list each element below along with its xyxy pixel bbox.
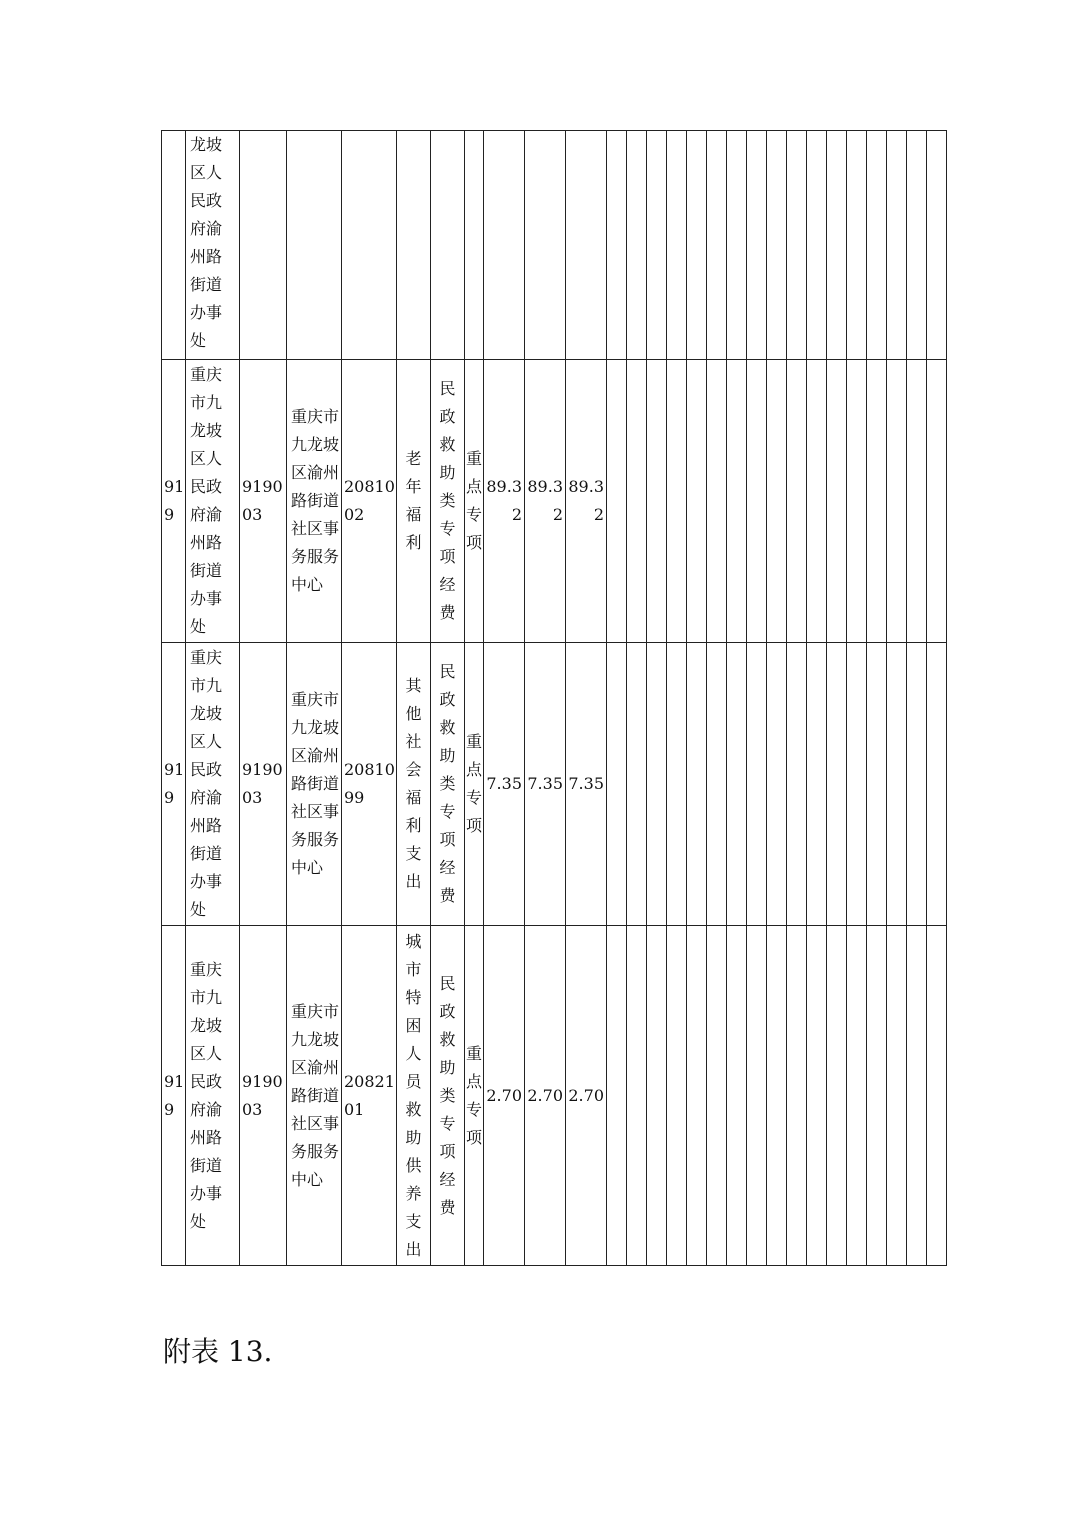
amount-cell-text: 7.35 (486, 774, 522, 793)
empty-cell (927, 131, 947, 360)
index-cell (162, 131, 186, 360)
project-category-cell (465, 643, 484, 926)
subject-code-cell (342, 131, 397, 360)
empty-cell (747, 360, 767, 643)
unit-code-cell (240, 643, 287, 926)
table-row (162, 926, 947, 1266)
project-type-cell (431, 926, 465, 1266)
empty-cell (927, 926, 947, 1266)
amount-cell (566, 131, 607, 360)
empty-cell (787, 643, 807, 926)
amount-cell-text: 7.35 (568, 774, 604, 793)
subject-code-cell-text: 2081002 (344, 477, 395, 524)
amount-cell-text: 89.32 (486, 477, 522, 524)
unit-name-cell (186, 131, 240, 360)
empty-cell (927, 643, 947, 926)
subject-code-cell (342, 360, 397, 643)
project-category-cell-text: 重点专项 (465, 1043, 482, 1147)
empty-cell (687, 926, 707, 1266)
empty-cell (647, 360, 667, 643)
amount-cell (525, 360, 566, 643)
empty-cell (707, 643, 727, 926)
project-type-cell (431, 360, 465, 643)
empty-cell (907, 926, 927, 1266)
empty-cell (787, 131, 807, 360)
project-category-cell-text: 重点专项 (465, 449, 482, 552)
unit-code-cell (240, 926, 287, 1266)
project-category-cell-text: 重点专项 (465, 732, 482, 835)
amount-cell (566, 926, 607, 1266)
empty-cell (607, 926, 627, 1266)
empty-cell (607, 360, 627, 643)
index-cell-text: 919 (164, 1071, 185, 1119)
empty-cell (667, 643, 687, 926)
empty-cell (627, 360, 647, 643)
empty-cell (747, 926, 767, 1266)
empty-cell (707, 360, 727, 643)
index-cell-text: 919 (164, 477, 185, 524)
empty-cell (687, 360, 707, 643)
amount-cell (566, 360, 607, 643)
empty-cell (647, 926, 667, 1266)
empty-cell (867, 131, 887, 360)
subject-code-cell (342, 643, 397, 926)
empty-cell (807, 131, 827, 360)
sub-unit-cell-text: 重庆市九龙坡区渝州路街道社区事务服务中心 (291, 1001, 340, 1189)
empty-cell (827, 131, 847, 360)
unit-code-cell-text: 919003 (242, 760, 283, 807)
project-category-cell (465, 926, 484, 1266)
unit-name-cell-text: 重庆市九龙坡区人民政府渝州路街道办事处 (190, 648, 223, 919)
sub-unit-cell-text: 重庆市九龙坡区渝州路街道社区事务服务中心 (291, 407, 340, 594)
project-type-cell-text: 民政救助类专项经费 (439, 973, 456, 1217)
appendix-caption: 附表 13. (163, 1335, 273, 1368)
empty-cell (767, 643, 787, 926)
sub-unit-cell (287, 360, 342, 643)
index-cell (162, 360, 186, 643)
empty-cell (887, 926, 907, 1266)
subject-name-cell (397, 360, 431, 643)
empty-cell (727, 131, 747, 360)
sub-unit-cell (287, 926, 342, 1266)
unit-name-cell (186, 643, 240, 926)
empty-cell (747, 643, 767, 926)
amount-cell (484, 926, 525, 1266)
empty-cell (767, 360, 787, 643)
project-type-cell (431, 643, 465, 926)
table-row (162, 643, 947, 926)
empty-cell (927, 360, 947, 643)
amount-cell (484, 131, 525, 360)
empty-cell (847, 643, 867, 926)
empty-cell (627, 926, 647, 1266)
subject-code-cell-text: 2082101 (344, 1071, 395, 1119)
empty-cell (907, 360, 927, 643)
index-cell (162, 643, 186, 926)
empty-cell (907, 643, 927, 926)
empty-cell (887, 643, 907, 926)
project-type-cell-text: 民政救助类专项经费 (439, 379, 456, 622)
unit-code-cell-text: 919003 (242, 1071, 283, 1119)
project-category-cell (465, 360, 484, 643)
amount-cell (566, 643, 607, 926)
empty-cell (847, 131, 867, 360)
empty-cell (847, 360, 867, 643)
subject-name-cell (397, 643, 431, 926)
index-cell (162, 926, 186, 1266)
empty-cell (747, 131, 767, 360)
amount-cell-text: 2.70 (527, 1085, 563, 1105)
empty-cell (667, 926, 687, 1266)
sub-unit-cell (287, 131, 342, 360)
empty-cell (727, 643, 747, 926)
empty-cell (867, 360, 887, 643)
subject-name-cell-text: 老年福利 (405, 449, 422, 552)
empty-cell (867, 643, 887, 926)
empty-cell (847, 926, 867, 1266)
empty-cell (667, 131, 687, 360)
subject-name-cell-text: 城市特困人员救助供养支出 (405, 931, 422, 1259)
empty-cell (687, 131, 707, 360)
empty-cell (607, 643, 627, 926)
budget-table (161, 130, 947, 1266)
amount-cell (484, 643, 525, 926)
table-row (162, 131, 947, 360)
sub-unit-cell-text: 重庆市九龙坡区渝州路街道社区事务服务中心 (291, 690, 340, 877)
empty-cell (807, 926, 827, 1266)
unit-name-cell-text: 重庆市九龙坡区人民政府渝州路街道办事处 (190, 959, 223, 1231)
amount-cell-text: 89.32 (568, 477, 604, 524)
amount-cell (525, 926, 566, 1266)
amount-cell (525, 131, 566, 360)
subject-code-cell (342, 926, 397, 1266)
empty-cell (667, 360, 687, 643)
empty-cell (647, 643, 667, 926)
unit-name-cell-text: 龙坡区人民政府渝州路街道办事处 (190, 135, 223, 350)
unit-code-cell-text: 919003 (242, 477, 283, 524)
table-row (162, 360, 947, 643)
empty-cell (887, 360, 907, 643)
subject-name-cell-text: 其他社会福利支出 (405, 676, 422, 891)
unit-name-cell (186, 926, 240, 1266)
empty-cell (627, 131, 647, 360)
unit-code-cell (240, 131, 287, 360)
empty-cell (907, 131, 927, 360)
project-category-cell (465, 131, 484, 360)
subject-code-cell-text: 2081099 (344, 760, 395, 807)
empty-cell (647, 131, 667, 360)
amount-cell-text: 2.70 (486, 1085, 522, 1105)
empty-cell (707, 131, 727, 360)
empty-cell (767, 926, 787, 1266)
empty-cell (627, 643, 647, 926)
index-cell-text: 919 (164, 760, 185, 807)
empty-cell (827, 643, 847, 926)
empty-cell (767, 131, 787, 360)
unit-code-cell (240, 360, 287, 643)
empty-cell (787, 926, 807, 1266)
empty-cell (807, 643, 827, 926)
empty-cell (607, 131, 627, 360)
project-type-cell (431, 131, 465, 360)
empty-cell (727, 360, 747, 643)
empty-cell (687, 643, 707, 926)
amount-cell-text: 7.35 (527, 774, 563, 793)
project-type-cell-text: 民政救助类专项经费 (439, 662, 456, 905)
sub-unit-cell (287, 643, 342, 926)
unit-name-cell (186, 360, 240, 643)
empty-cell (887, 131, 907, 360)
amount-cell-text: 2.70 (568, 1085, 604, 1105)
amount-cell (484, 360, 525, 643)
empty-cell (727, 926, 747, 1266)
subject-name-cell (397, 926, 431, 1266)
empty-cell (807, 360, 827, 643)
empty-cell (827, 360, 847, 643)
amount-cell (525, 643, 566, 926)
unit-name-cell-text: 重庆市九龙坡区人民政府渝州路街道办事处 (190, 365, 223, 636)
amount-cell-text: 89.32 (527, 477, 563, 524)
empty-cell (707, 926, 727, 1266)
empty-cell (867, 926, 887, 1266)
table-body (162, 131, 947, 1266)
empty-cell (827, 926, 847, 1266)
subject-name-cell (397, 131, 431, 360)
empty-cell (787, 360, 807, 643)
